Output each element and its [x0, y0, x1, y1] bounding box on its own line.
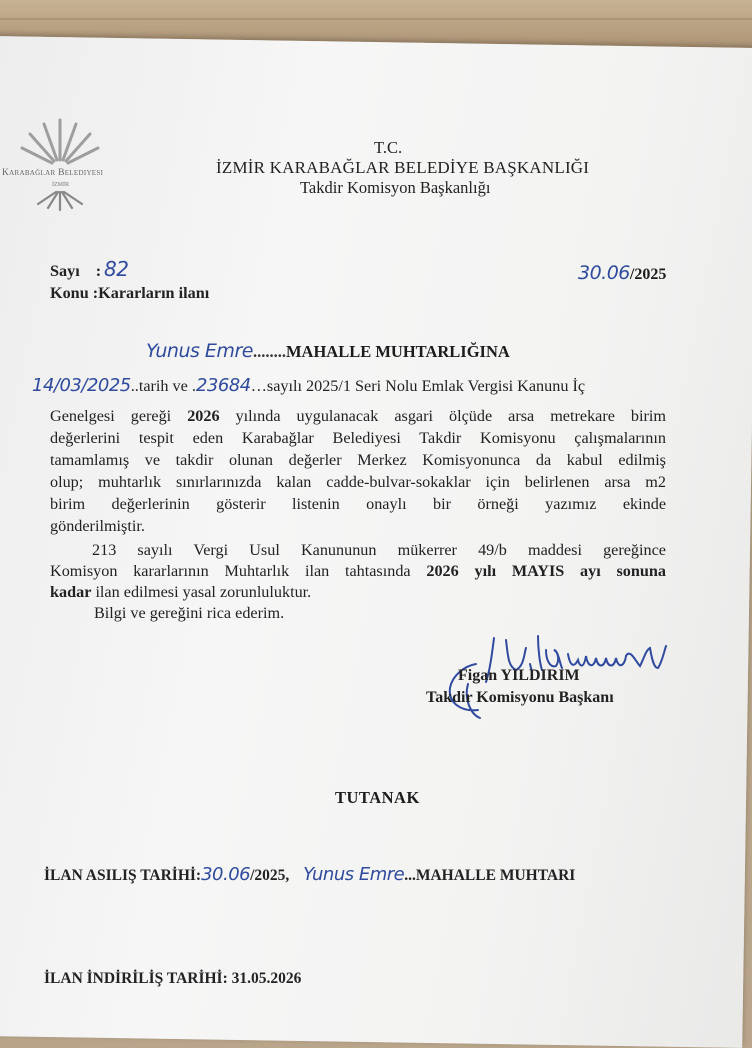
- posting-suffix: MAHALLE MUHTARI: [415, 867, 576, 884]
- p2-line2-b: 2026 yılı MAYIS ayı sonuna: [426, 562, 666, 580]
- paragraph-2-line-1: 213 sayılı Vergi Usul Kanununun mükerrer 49/b maddesi gereğince: [92, 541, 666, 559]
- addressee-text: MAHALLE MUHTARLIĞINA: [285, 342, 510, 361]
- paragraph-1-line-5: olup; muhtarlık sınırlarınızda kalan cadde-bulvar-sokaklar için belirlenen arsa m2: [50, 473, 666, 491]
- posting-muhtar-handwritten: Yunus Emre: [303, 864, 405, 885]
- konu-label: Konu :: [50, 284, 99, 302]
- p1-year: 2026: [187, 407, 220, 425]
- document-date: [578, 262, 666, 284]
- signatory-title: Takdir Komisyonu Başkanı: [426, 689, 614, 706]
- posting-date-label: İLAN ASILIŞ TARİHİ:: [44, 867, 202, 884]
- paragraph-1-line-1: [32, 376, 666, 397]
- paragraph-3: Bilgi ve gereğini rica ederim.: [94, 604, 285, 622]
- p1-line2-b: yılında uygulanacak asgari ölçüde arsa metrekare birim: [219, 407, 666, 425]
- sayi-label: Sayı: [50, 262, 80, 280]
- logo-name: Karabağlar Belediyesi: [2, 168, 104, 178]
- ref-date-handwritten: 14/03/2025: [32, 375, 131, 396]
- logo-city: İZMİR: [52, 182, 69, 188]
- sayi-sep: :: [95, 262, 102, 280]
- ref-text: …sayılı 2025/1 Seri Nolu Emlak Vergisi Kanunu İç: [250, 377, 586, 395]
- p2-line3-b: ilan edilmesi yasal zorunluluktur.: [91, 583, 312, 601]
- date-handwritten: 30.06: [578, 262, 630, 284]
- paragraph-2-line-3: [50, 582, 311, 603]
- minutes-title: TUTANAK: [335, 788, 420, 807]
- paragraph-1-line-2: [50, 406, 666, 427]
- konu-row: [50, 283, 209, 304]
- sayi-value: 82: [104, 257, 129, 281]
- posting-dots: ...: [404, 867, 416, 884]
- date-year: /2025: [629, 266, 667, 283]
- konu-value: Kararların ilanı: [98, 284, 210, 302]
- p1-line2-a: Genelgesi gereği: [50, 407, 188, 425]
- header-institution: İZMİR KARABAĞLAR BELEDİYE BAŞKANLIĞI: [216, 158, 590, 177]
- ref-number-handwritten: 23684: [195, 375, 251, 396]
- removal-date-label: İLAN İNDİRİLİŞ TARİHİ:: [44, 970, 232, 987]
- removal-date-value: 31.05.2026: [231, 970, 302, 987]
- addressee: [146, 340, 510, 362]
- signatory-name: Figan YILDIRIM: [458, 667, 580, 684]
- posting-date-year: /2025,: [250, 867, 290, 884]
- header-department: Takdir Komisyon Başkanlığı: [300, 178, 491, 197]
- paragraph-1-line-6: birim değerlerinin gösterir listenin onaylı bir örneği yazımız ekinde: [50, 495, 666, 513]
- p2-line2-a: Komisyon kararlarının Muhtarlık ilan tahtasında: [50, 562, 427, 580]
- wheat-emblem-icon: [2, 112, 122, 214]
- ref-date-text: ..tarih ve .: [130, 377, 196, 395]
- paragraph-2-line-2: [50, 561, 666, 582]
- paragraph-1-line-7: gönderilmiştir.: [50, 517, 145, 535]
- p2-line3-a: kadar: [50, 583, 92, 601]
- paragraph-1-line-3: değerlerini tespit eden Karabağlar Belediyesi Takdir Komisyonu çalışmalarının: [50, 429, 666, 447]
- municipality-logo: [2, 112, 122, 214]
- posting-date-row: [44, 864, 575, 885]
- addressee-handwritten: Yunus Emre: [146, 340, 253, 362]
- header-tc: T.C.: [374, 138, 403, 157]
- paragraph-1-line-4: tamamlamış ve takdir olunan değerler Merkez Komisyonunca da kabul edilmiş: [50, 451, 666, 469]
- addressee-dots: ........: [252, 342, 286, 361]
- sayi-row: [50, 261, 101, 282]
- removal-date-row: [44, 970, 301, 988]
- posting-date-handwritten: 30.06: [201, 864, 251, 885]
